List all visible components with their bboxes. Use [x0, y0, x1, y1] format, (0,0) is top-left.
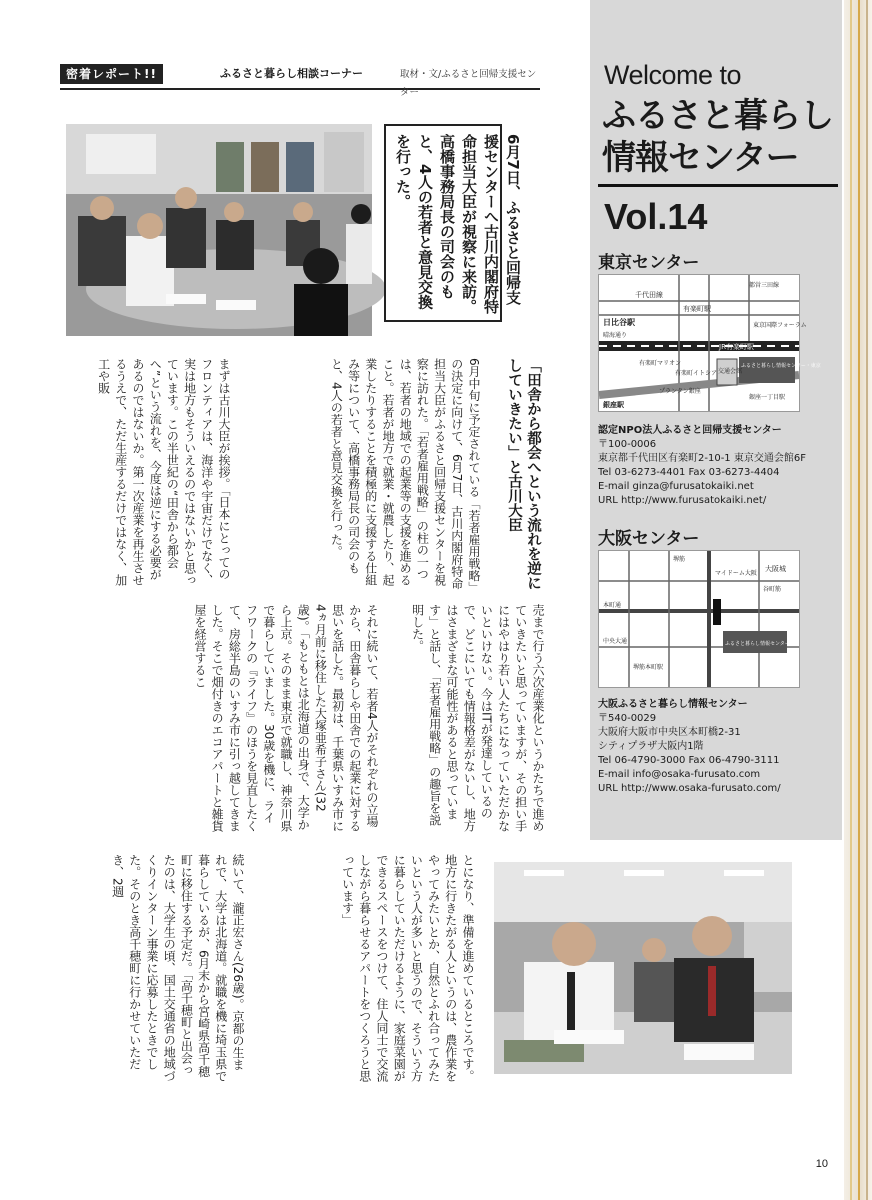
map-label-mita: 都営三田線: [749, 282, 780, 289]
photo-meeting-image: [66, 124, 372, 336]
map-label-forum: 東京国際フォーラム: [753, 322, 807, 329]
tokyo-address: 東京都千代田区有楽町2-10-1 東京交通会館6F: [598, 453, 806, 464]
map-label-jr-yurakucho: JR有楽町駅: [719, 343, 754, 351]
map-label-chiyoda: 千代田線: [635, 291, 663, 299]
welcome-text: Welcome to: [604, 60, 742, 90]
osaka-info: [598, 698, 781, 796]
page-edge: [844, 0, 872, 1200]
osaka-address2: シティプラザ大阪内1階: [598, 741, 704, 752]
map-label-sakaisuji: 堺筋: [673, 556, 686, 563]
osaka-email[interactable]: E-mail info@osaka-furusato.com: [598, 769, 761, 780]
osaka-tel-fax: Tel 06-4790-3000 Fax 06-4790-3111: [598, 755, 780, 766]
tokyo-info: [598, 424, 806, 508]
map-label-honmachi: 本町通: [603, 602, 622, 609]
map-label-itocia: 有楽町イトシア: [675, 370, 718, 377]
osaka-zip: 〒540-0029: [598, 713, 657, 724]
map-label-ginza-itchome: 銀座一丁目駅: [749, 394, 786, 401]
osaka-org: 大阪ふるさと暮らし情報センター: [598, 699, 748, 710]
map-label-chuo-odori: 中央大通: [603, 638, 628, 645]
osaka-url[interactable]: URL http://www.osaka-furusato.com/: [598, 783, 781, 794]
osaka-map: [598, 550, 800, 688]
tokyo-map: [598, 274, 821, 412]
tokyo-org: 認定NPO法人ふるさと回帰支援センター: [598, 425, 782, 436]
map-label-kotsu-kaikan: 交通会館: [718, 368, 743, 375]
article-col-a: 6月中旬に予定されている「若者雇用戦略」の決定に向けて、6月7日、古川内閣府特命担当大臣がふるさと回帰支援センターを視察に訪れた。「若者雇用戦略」の柱の一つは、若者の地域での起業等の支援を進めること。若者が地方で就業・就農したり、起業したりすることを積極的に支援する仕組み等について、高橋事務局長の司会のもと、4人の若者と意見交換を行った。: [329, 358, 481, 590]
volume-number: Vol.14: [604, 196, 708, 237]
map-label-osaka-castle: 大阪城: [765, 565, 786, 573]
map-label-hibiya: 日比谷駅: [603, 318, 635, 327]
tokyo-zip: 〒100-0006: [598, 439, 657, 450]
sidebar-title-line2: 情報センター: [602, 138, 799, 178]
article-col-e: とになり、準備を進めているところです。地方に行きたがる人というのは、農作業をやってみたいとか、自然とふれ合ってみたいという人が多いと思うので、そういう方に暮らしていただけるように、家庭菜園ができるスペースをつけて、住人同士で交流しながら暮らせるアパートをつくろうと思っています」: [340, 854, 475, 1082]
tokyo-url[interactable]: URL http://www.furusatokaiki.net/: [598, 495, 767, 506]
osaka-center-heading: 大阪センター: [598, 529, 700, 549]
article-col-d: それに続いて、若者4人がそれぞれの立場から、田舎暮らしや田舎での起業に対する思いを話した。最初は、千葉県いすみ市に4ヵ月前に移住した大塚亜希子さん(32歳)。「もともとは北海道の出身で、大学から上京。そのまま東京で就職し、神奈川県で暮らしていました。30歳を機に、ライフワークの『ライフ』のほうを見直したくて、房総半島のいすみ市に引っ越してきました。そこで畑付きのエコアパートと雑貨屋を経営するこ: [192, 604, 379, 832]
corner-title: ふるさと暮らし相談コーナー: [220, 67, 363, 80]
map-label-tanimachi: 谷町筋: [763, 586, 782, 593]
report-badge: 密着レポート!!: [60, 64, 163, 84]
article-col-c: 売まで行う六次産業化というかたちで進めていきたいと思っていますが、その担い手にはやはり若い人たちになっていただかないといけない。今はITが発達しているので、どこにいても情報格差がないし、地方はさまざまな可能性があると思っています」と話し、「若者雇用戦略」の趣旨を説明した。: [410, 604, 545, 832]
osaka-address1: 大阪府大阪市中央区本町橋2-31: [598, 727, 741, 738]
credit-line: 取材・文/ふるさと回帰支援センター: [400, 69, 537, 98]
map-label-ginza: 銀座駅: [603, 401, 624, 409]
map-label-sakaisuji-honmachi: 堺筋本町駅: [633, 664, 664, 671]
map-label-harumi: 晴海通り: [603, 332, 628, 339]
map-label-center-osaka: ふるさと暮らし情報センター: [725, 641, 790, 647]
lead-box: [384, 124, 522, 322]
sidebar-rule: [598, 184, 838, 187]
tokyo-map-drawing: [599, 275, 821, 411]
photo-minister: [494, 862, 792, 1074]
article-heading: 「田舎から都会へという流れを逆にしていきたい」と古川大臣: [506, 358, 541, 590]
page-number: 10: [815, 1158, 828, 1170]
article-col-f: 続いて、瀧正宏さん(26歳)。京都の生まれで、大学は北海道。就職を機に埼玉県で暮らしているが、6月末から宮崎県高千穂町に移住する予定だ。「高千穂町と出会ったのは、大学生の頃、国土交通省の地域づくりインターン事業に応募したときでした。そのとき高千穂町に行かせていただき、2週: [110, 854, 245, 1082]
osaka-map-drawing: [599, 551, 799, 687]
map-label-mydome: マイドーム大阪: [715, 570, 757, 577]
tokyo-email[interactable]: E-mail ginza@furusatokaiki.net: [598, 481, 754, 492]
corner-header: [60, 62, 540, 98]
lead-text: 6月7日、ふるさと回帰支援センターへ古川内閣府特命担当大臣が視察に来訪。高橋事務局長の司会のもと、4人の若者と意見交換を行った。: [394, 134, 522, 314]
photo-meeting: [66, 124, 372, 336]
map-label-marion: 有楽町マリオン: [639, 360, 681, 367]
map-label-center-tokyo: ふるさと暮らし情報センター・東京: [741, 363, 821, 369]
map-label-printemps: プランタン銀座: [659, 388, 701, 395]
map-label-yurakucho: 有楽町駅: [683, 305, 711, 313]
photo-minister-image: [494, 862, 792, 1074]
tokyo-center-heading: 東京センター: [598, 253, 700, 273]
sidebar-title-line1: ふるさと暮らし: [602, 96, 833, 136]
info-center-sidebar: [590, 0, 842, 840]
tokyo-tel-fax: Tel 03-6273-4401 Fax 03-6273-4404: [598, 467, 780, 478]
article-col-b: まずは古川大臣が挨拶。「日本にとってのフロンティアは、海洋や宇宙だけでなく、実は地方もそういえるのではないかと思っています。この半世紀の“田舎から都会へ”という流れを、今度は逆にする必要があるのではないか。第一次産業を再生させるうえで、ただ生産するだけではなく、加工や販: [96, 358, 231, 586]
